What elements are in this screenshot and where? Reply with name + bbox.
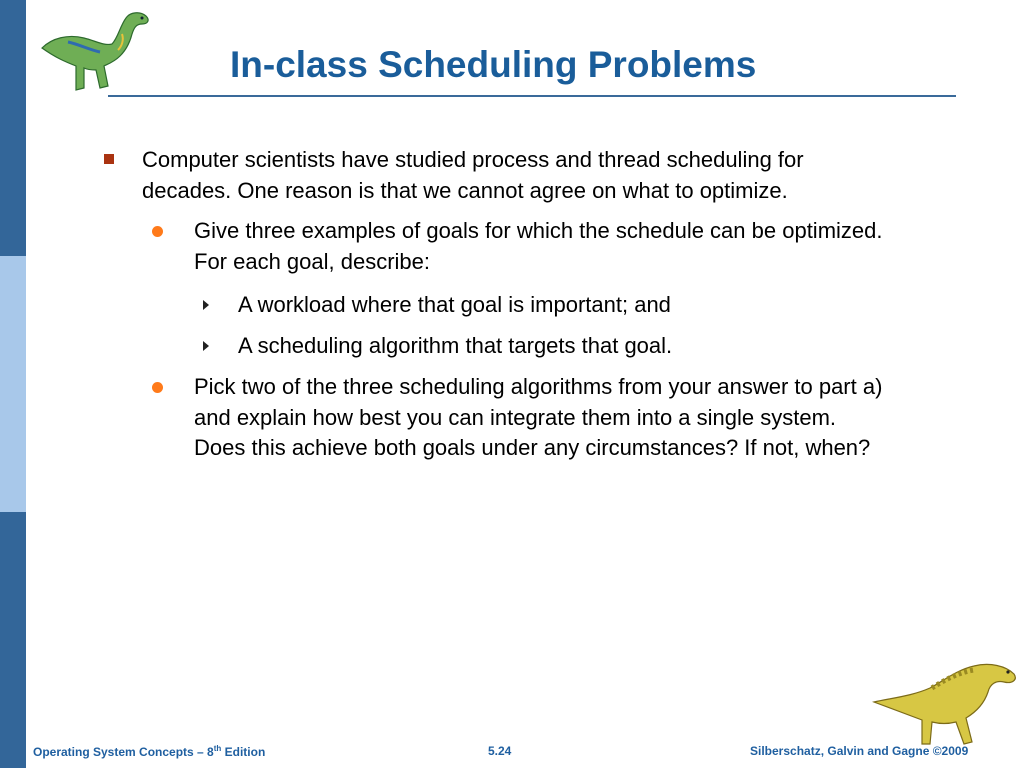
list-item-level-2 bbox=[194, 372, 882, 464]
triangle-bullet-icon bbox=[203, 341, 209, 351]
list-item-text: Give three examples of goals for which the schedule can be optimized. bbox=[194, 218, 883, 243]
list-item-text: For each goal, describe: bbox=[194, 248, 431, 274]
footer-copyright: Silberschatz, Galvin and Gagne ©2009 bbox=[750, 744, 969, 758]
triangle-bullet-icon bbox=[203, 300, 209, 310]
list-item-text: A scheduling algorithm that targets that goal. bbox=[238, 333, 673, 358]
footer-book-suffix: Edition bbox=[221, 745, 266, 759]
list-item-text: A workload where that goal is important; and bbox=[238, 292, 671, 317]
list-item-text: decades. One reason is that we cannot agree on what to optimize. bbox=[142, 177, 788, 203]
page-title: In-class Scheduling Problems bbox=[230, 44, 757, 85]
footer-book-title bbox=[33, 744, 265, 759]
yellow-dinosaur-icon bbox=[872, 658, 1020, 750]
footer-slide-number: 5.24 bbox=[488, 744, 512, 758]
footer-book-prefix: Operating System Concepts – 8 bbox=[33, 745, 214, 759]
list-item-level-3 bbox=[238, 290, 671, 321]
list-item-text: and explain how best you can integrate them into a single system. bbox=[194, 404, 837, 430]
list-item-level-3 bbox=[238, 331, 672, 362]
circle-bullet-icon bbox=[152, 382, 163, 393]
list-item-text: Computer scientists have studied process and thread scheduling for bbox=[142, 147, 804, 172]
footer-book-sup: th bbox=[213, 744, 222, 753]
list-item-text: Does this achieve both goals under any circumstances? If not, when? bbox=[194, 435, 871, 460]
square-bullet-icon bbox=[104, 154, 114, 164]
list-item-level-2 bbox=[194, 216, 883, 277]
list-item-text: Pick two of the three scheduling algorithms from your answer to part a) bbox=[194, 374, 883, 399]
circle-bullet-icon bbox=[152, 226, 163, 237]
list-item-level-1 bbox=[142, 145, 804, 206]
